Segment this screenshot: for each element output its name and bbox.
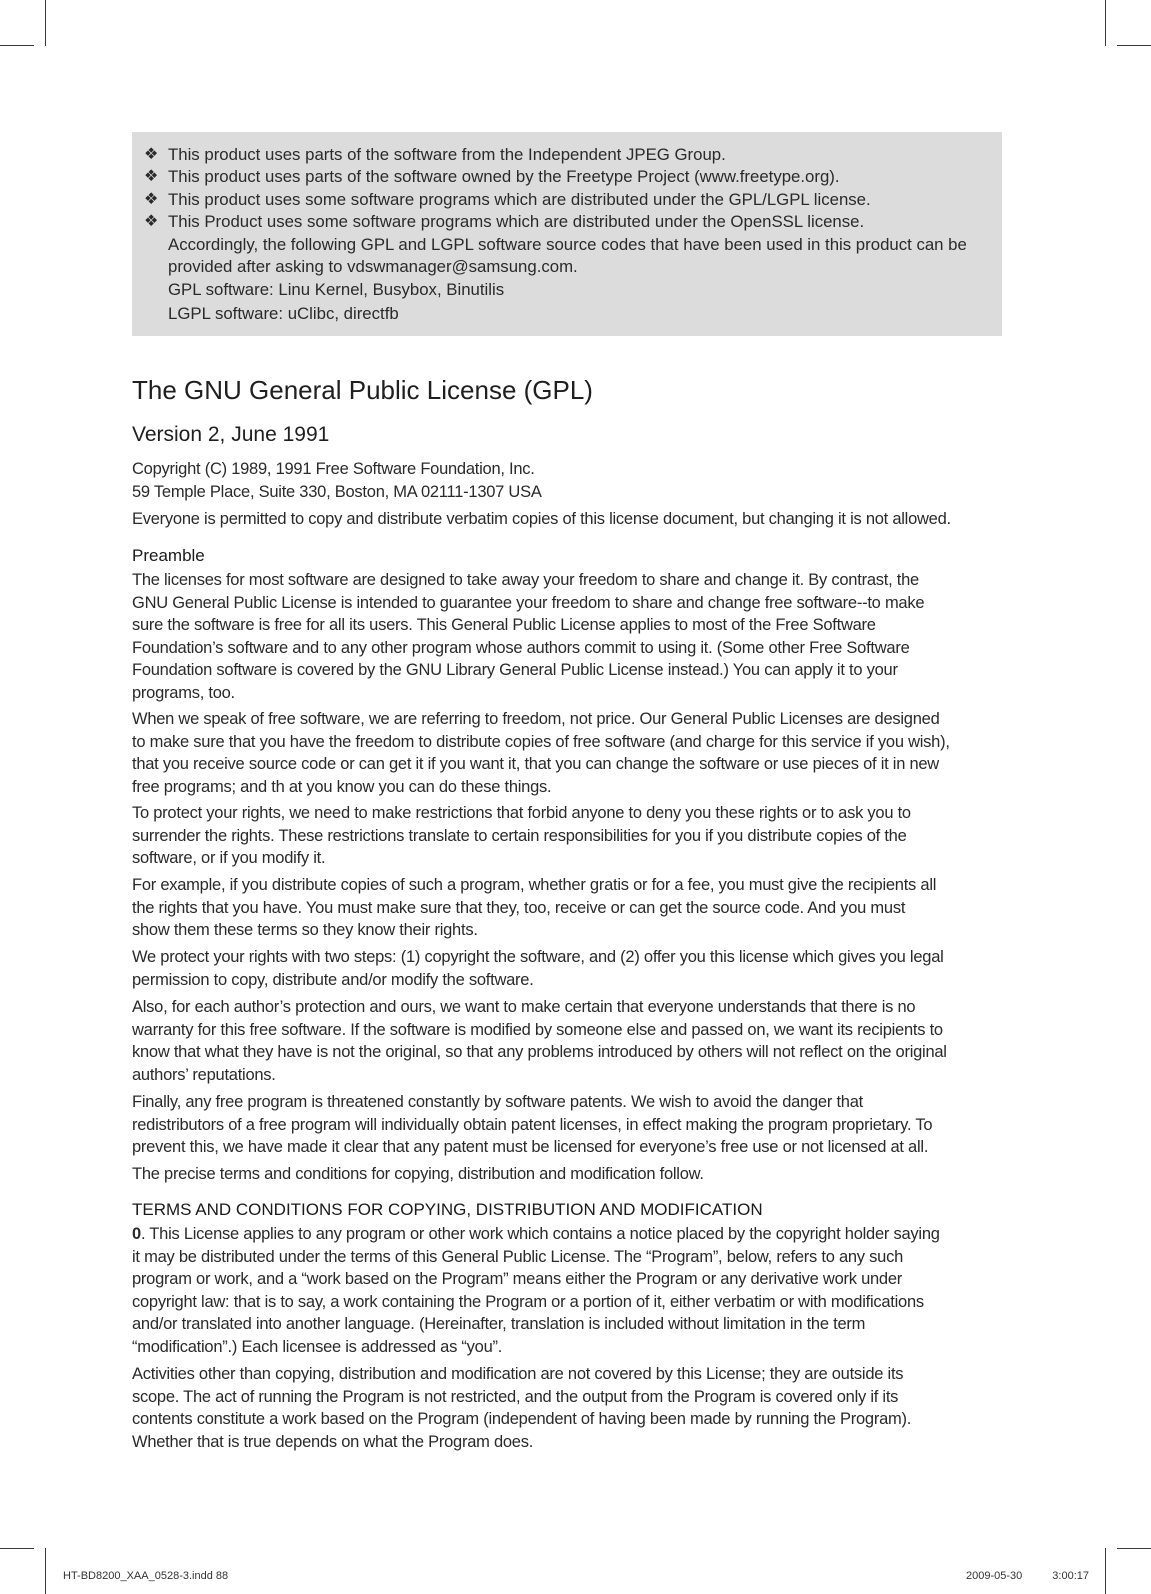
paragraph-line: sure the software is free for all its users. This General Public License applies to most of the Free Software [132,616,876,635]
page-title: The GNU General Public License (GPL) [132,375,593,405]
preamble-paragraph-1 [132,569,1004,705]
preamble-paragraph-5 [132,946,1004,991]
paragraph-line: show them these terms so they know their rights. [132,921,478,940]
paragraph-line: warranty for this free software. If the software is modified by someone else and passed on, we want its recipients to [132,1020,943,1039]
copyright-block [132,458,1004,503]
section-number: 0 [132,1225,141,1243]
paragraph-line: authors’ reputations. [132,1065,276,1084]
paragraph-line: Everyone is permitted to copy and distribute verbatim copies of this license document, but changing it is not allowed. [132,510,951,528]
notice-continuation: GPL software: Linu Kernel, Busybox, Binutilis [168,280,505,299]
paragraph-line: programs, too. [132,683,235,702]
preamble-paragraph-8 [132,1163,1004,1186]
paragraph-line: Finally, any free program is threatened constantly by software patents. We wish to avoid the danger that [132,1093,863,1111]
paragraph-line: The precise terms and conditions for copying, distribution and modification follow. [132,1165,704,1183]
notice-item-text: This product uses parts of the software from the Independent JPEG Group. [168,145,726,164]
paragraph-line: free programs; and th at you know you can do these things. [132,777,552,796]
paragraph-line: GNU General Public License is intended to guarantee your freedom to share and change free software--to make [132,593,925,612]
paragraph-line: it may be distributed under the terms of this General Public License. The “Program”, below, refers to any such [132,1247,903,1266]
paragraph-line: software, or if you modify it. [132,849,326,868]
paragraph-line: know that what they have is not the original, so that any problems introduced by others will not reflect on the original [132,1043,947,1062]
preamble-paragraph-4 [132,874,1004,942]
crop-mark [0,1548,34,1549]
paragraph-line: For example, if you distribute copies of such a program, whether gratis or for a fee, you must give the recipients all [132,876,937,894]
permission-paragraph [132,508,1004,531]
paragraph-line: Whether that is true depends on what the Program does. [132,1432,534,1451]
copyright-line: Copyright (C) 1989, 1991 Free Software Foundation, Inc. [132,460,535,478]
section-0 [132,1223,1004,1359]
paragraph-line: The licenses for most software are designed to take away your freedom to share and change it. By contrast, the [132,571,919,589]
footer-timestamp [966,1570,1089,1582]
footer-date: 2009-05-30 [966,1570,1023,1582]
preamble-paragraph-2 [132,708,1004,798]
preamble-paragraph-6 [132,996,1004,1086]
paragraph-line: redistributors of a free program will individually obtain patent licenses, in effect making the program proprietary. To [132,1115,933,1134]
paragraph-line: permission to copy, distribute and/or modify the software. [132,970,534,989]
crop-mark [45,1548,46,1594]
paragraph-line: “modification”.) Each licensee is addressed as “you”. [132,1337,503,1356]
paragraph-line: prevent this, we have made it clear that any patent must be licensed for everyone’s free use or not licensed at all. [132,1138,929,1157]
preamble-paragraph-7 [132,1091,1004,1159]
paragraph-line: the rights that you have. You must make sure that they, too, receive or can get the source code. And you must [132,898,906,917]
notice-item-text: This product uses parts of the software owned by the Freetype Project (www.freetype.org). [168,167,840,186]
diamond-bullet-icon: ❖ [144,146,159,163]
paragraph-line: Foundation software is covered by the GNU Library General Public License instead.) You can apply it to your [132,661,898,680]
notice-continuation: LGPL software: uClibc, directfb [168,304,399,323]
crop-mark [1117,45,1151,46]
footer-filename: HT-BD8200_XAA_0528-3.indd 88 [63,1570,229,1582]
crop-mark [0,45,34,46]
activities-paragraph [132,1363,1004,1453]
paragraph-line: and/or translated into another language. (Hereinafter, translation is included without limitation in the term [132,1315,866,1334]
section-0-first-line [132,1223,1004,1246]
version-subtitle: Version 2, June 1991 [132,423,330,446]
preamble-heading: Preamble [132,546,205,565]
diamond-bullet-icon: ❖ [144,213,159,230]
diamond-bullet-icon: ❖ [144,191,159,208]
footer-time: 3:00:17 [1052,1570,1089,1582]
crop-mark [1105,0,1106,46]
paragraph-line: We protect your rights with two steps: (1) copyright the software, and (2) offer you this license which gives you legal [132,948,944,966]
paragraph-line: Also, for each author’s protection and ours, we want to make certain that everyone understands that there is no [132,998,916,1016]
terms-heading: TERMS AND CONDITIONS FOR COPYING, DISTRIBUTION AND MODIFICATION [132,1200,763,1219]
paragraph-line: scope. The act of running the Program is not restricted, and the output from the Program is covered only if its [132,1387,899,1406]
crop-mark [1117,1548,1151,1549]
crop-mark [45,0,46,46]
paragraph-line: Activities other than copying, distribution and modification are not covered by this License; they are outside its [132,1365,904,1383]
notice-item-text: This product uses some software programs which are distributed under the GPL/LGPL license. [168,190,871,209]
paragraph-line: surrender the rights. These restrictions translate to certain responsibilities for you if you distribute copies of the [132,826,907,845]
crop-mark [1105,1548,1106,1594]
notice-continuation: provided after asking to vdswmanager@samsung.com. [168,257,578,276]
paragraph-line: program or work, and a “work based on the Program” means either the Program or any derivative work under [132,1270,903,1289]
notice-continuation: Accordingly, the following GPL and LGPL software source codes that have been used in this product can be [168,235,967,254]
paragraph-line: copyright law: that is to say, a work containing the Program or a portion of it, either verbatim or with modifications [132,1292,924,1311]
paragraph-line: When we speak of free software, we are referring to freedom, not price. Our General Public Licenses are designed [132,710,940,728]
diamond-bullet-icon: ❖ [144,168,159,185]
address-line: 59 Temple Place, Suite 330, Boston, MA 02111-1307 USA [132,482,542,501]
paragraph-line: Foundation’s software and to any other program whose authors commit to using it. (Some other Free Software [132,638,910,657]
notice-item-text: This Product uses some software programs which are distributed under the OpenSSL license. [168,212,865,231]
paragraph-line: to make sure that you have the freedom to distribute copies of free software (and charge for this service if you wish), [132,732,950,751]
paragraph-line: . This License applies to any program or other work which contains a notice placed by the copyright holder saying [140,1225,940,1243]
paragraph-line: contents constitute a work based on the Program (independent of having been made by running the Program). [132,1410,912,1429]
preamble-paragraph-3 [132,802,1004,870]
paragraph-line: that you receive source code or can get it if you want it, that you can change the software or use pieces of it in new [132,755,939,774]
paragraph-line: To protect your rights, we need to make restrictions that forbid anyone to deny you these rights or to ask you to [132,804,911,822]
